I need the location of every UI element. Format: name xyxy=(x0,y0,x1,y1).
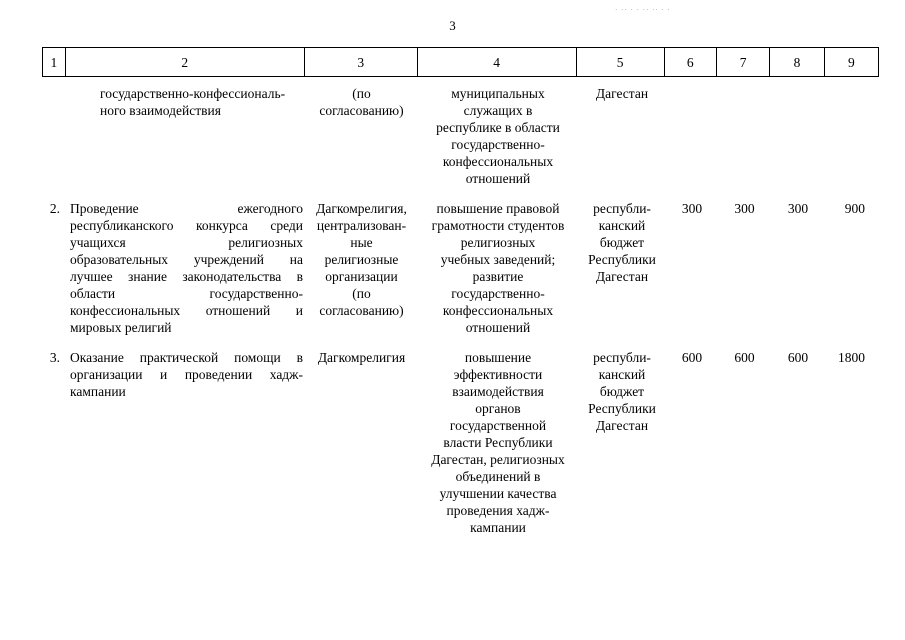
scan-noise: · ·· · · ·· ·· · · xyxy=(615,6,671,14)
result-line: государственно- xyxy=(451,137,545,152)
activity-name-line: мировых религий xyxy=(70,320,172,335)
executor-line: (по xyxy=(352,286,371,301)
value-col-8 xyxy=(771,85,825,187)
executor-line: согласованию) xyxy=(319,103,404,118)
executor-line: согласованию) xyxy=(319,303,404,318)
header-col-8: 8 xyxy=(769,48,823,76)
result-line: служащих в xyxy=(463,103,533,118)
table-row xyxy=(42,85,879,187)
activity-name-line: конфессиональных отношений и xyxy=(70,303,303,318)
expected-result xyxy=(418,349,578,536)
activity-name-line: государственно-конфессиональ- xyxy=(100,86,286,101)
table-header xyxy=(42,47,879,77)
source-line: Дагестан xyxy=(595,418,649,433)
header-col-2: 2 xyxy=(65,48,304,76)
result-line: взаимодействия xyxy=(452,384,544,399)
result-line: эффективности xyxy=(453,367,543,382)
source-line: Дагестан xyxy=(595,269,649,284)
executor-line: (по xyxy=(352,86,371,101)
executor xyxy=(305,349,418,536)
activity-name-line: организации и проведении хадж- xyxy=(70,367,303,382)
source-line: канский xyxy=(598,367,646,382)
funding-source xyxy=(578,85,666,187)
result-line: конфессиональных xyxy=(442,303,554,318)
header-col-7: 7 xyxy=(716,48,769,76)
header-col-1: 1 xyxy=(42,48,65,76)
value-col-6: 600 xyxy=(681,350,703,365)
row-number: 3. xyxy=(49,350,60,365)
executor-line: централизован- xyxy=(316,218,407,233)
activity-name-line: Проведение ежегодного xyxy=(70,201,303,216)
expected-result xyxy=(418,200,578,336)
executor-line: организации xyxy=(325,269,398,284)
activity-name-line: республиканского конкурса среди xyxy=(70,218,303,233)
result-line: власти Республики xyxy=(443,435,553,450)
activity-name xyxy=(64,85,305,187)
activity-name xyxy=(64,349,305,536)
result-line: религиозных xyxy=(460,235,536,250)
table-row xyxy=(42,200,879,336)
value-col-9 xyxy=(825,85,879,187)
result-line: кампании xyxy=(470,520,526,535)
result-line: государственной xyxy=(449,418,547,433)
source-line: республи- xyxy=(593,201,651,216)
result-line: муниципальных xyxy=(451,86,545,101)
source-line: бюджет xyxy=(599,384,645,399)
result-line: развитие xyxy=(472,269,524,284)
source-line: бюджет xyxy=(599,235,645,250)
result-line: повышение правовой xyxy=(436,201,560,216)
row-number xyxy=(42,85,64,187)
source-line: Республики xyxy=(588,252,656,267)
header-col-6: 6 xyxy=(664,48,716,76)
value-col-8: 600 xyxy=(787,350,809,365)
header-col-5: 5 xyxy=(576,48,664,76)
value-col-9: 1800 xyxy=(838,350,865,365)
funding-source xyxy=(578,349,666,536)
value-col-7: 600 xyxy=(734,350,755,365)
value-col-6: 300 xyxy=(681,201,703,216)
result-line: отношений xyxy=(465,320,531,335)
header-col-4: 4 xyxy=(417,48,576,76)
activity-name-line: учащихся религиозных xyxy=(70,235,303,250)
source-line: Республики xyxy=(588,401,656,416)
page-number: 3 xyxy=(449,18,456,33)
result-line: конфессиональных xyxy=(442,154,554,169)
result-line: объединений в xyxy=(455,469,541,484)
source-line: Дагестан xyxy=(595,86,649,101)
result-line: органов xyxy=(475,401,521,416)
activity-name-line: кампании xyxy=(70,384,126,399)
result-line: Дагестан, религиозных xyxy=(431,452,565,467)
table-row xyxy=(42,349,879,536)
result-line: учебных заведений; xyxy=(440,252,556,267)
executor xyxy=(305,85,418,187)
value-col-9: 900 xyxy=(844,201,865,216)
result-line: повышение xyxy=(464,350,532,365)
result-line: грамотности студентов xyxy=(431,218,565,233)
activity-name xyxy=(64,200,305,336)
value-col-6 xyxy=(666,85,718,187)
header-col-3: 3 xyxy=(304,48,417,76)
executor-line: ные xyxy=(350,235,373,250)
activity-name-line: ного взаимодействия xyxy=(100,103,221,118)
value-col-7 xyxy=(718,85,771,187)
header-col-9: 9 xyxy=(824,48,879,76)
activity-name-line: образовательных учреждений на xyxy=(70,252,303,267)
result-line: проведения хадж- xyxy=(446,503,550,518)
activity-name-line: Оказание практической помощи в xyxy=(70,350,303,365)
result-line: государственно- xyxy=(451,286,545,301)
expected-result xyxy=(418,85,578,187)
executor-line: религиозные xyxy=(324,252,399,267)
value-col-7: 300 xyxy=(734,201,755,216)
activity-name-line: лучшее знание законодательства в xyxy=(70,269,303,284)
executor-line: Дагкомрелигия, xyxy=(316,201,407,216)
source-line: канский xyxy=(598,218,646,233)
activity-name-line: области государственно- xyxy=(70,286,303,301)
executor-line: Дагкомрелигия xyxy=(317,350,406,365)
result-line: улучшении качества xyxy=(439,486,557,501)
value-col-8: 300 xyxy=(787,201,809,216)
result-line: отношений xyxy=(465,171,531,186)
funding-source xyxy=(578,200,666,336)
source-line: республи- xyxy=(593,350,651,365)
result-line: республике в области xyxy=(436,120,560,135)
row-number: 2. xyxy=(49,201,60,216)
executor xyxy=(305,200,418,336)
